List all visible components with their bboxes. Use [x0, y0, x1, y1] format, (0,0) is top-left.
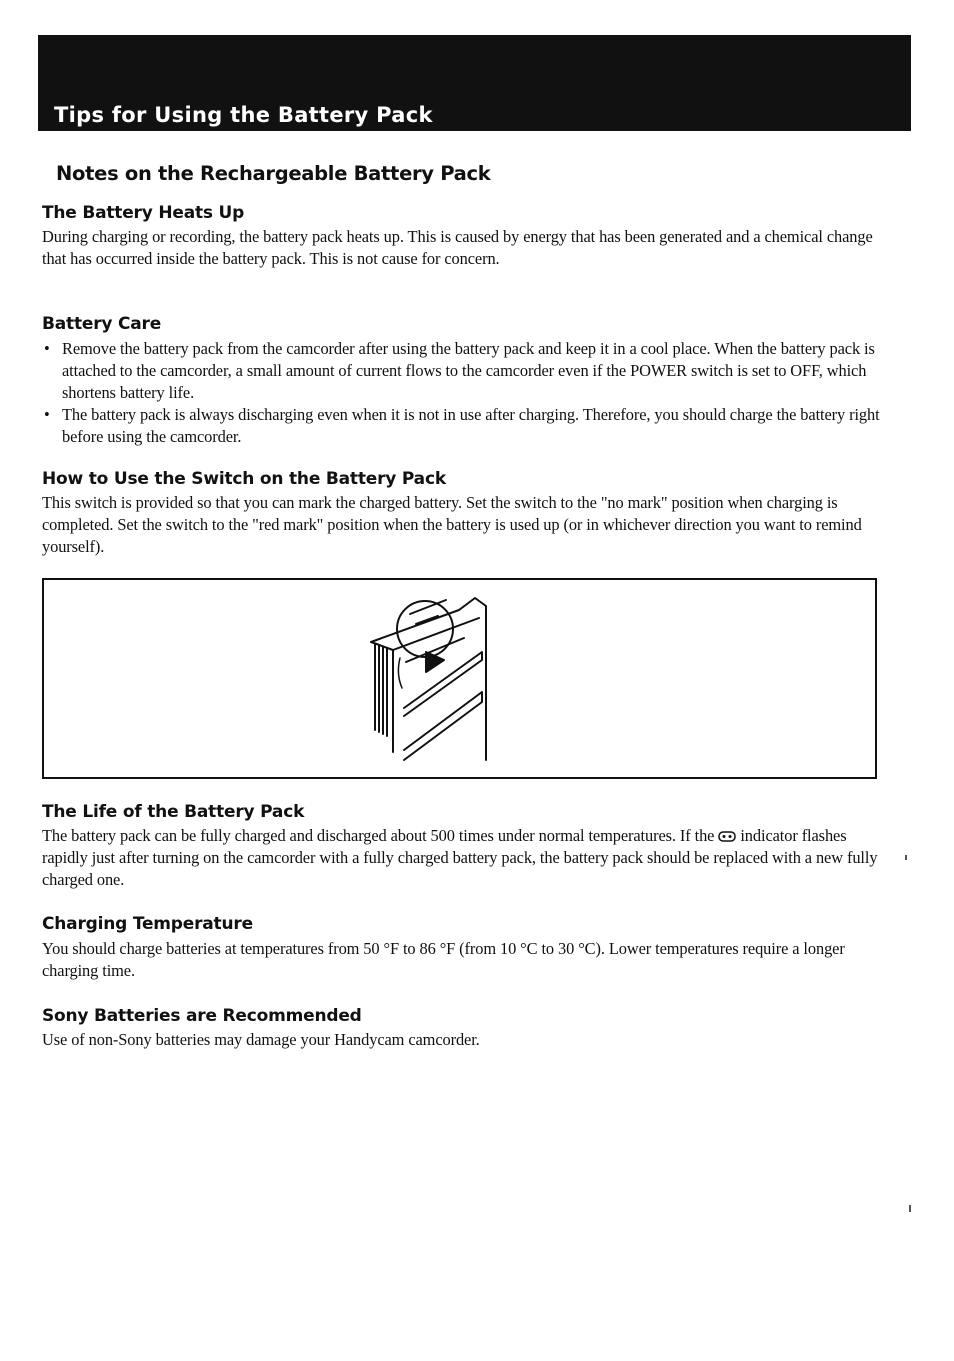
title-banner	[38, 35, 911, 131]
section-body-switch: This switch is provided so that you can mark the charged battery. Set the switch to the "no mark" position when charging is completed. Set the switch to the "red mark" position when the battery is used up (or in whichever direction you want to remind yourself).	[42, 493, 862, 556]
section-title-life: The Life of the Battery Pack	[42, 802, 305, 822]
bullet-text: The battery pack is always discharging even when it is not in use after charging. Therefore, you should charge the battery right before using the camcorder.	[62, 405, 880, 446]
bullet-icon: •	[44, 405, 50, 424]
section-body-temperature: You should charge batteries at temperatures from 50 °F to 86 °F (from 10 °C to 30 °C). Lower temperatures require a longer charging time.	[42, 939, 845, 980]
care-bullet-list	[42, 338, 890, 448]
section-body-life	[42, 825, 882, 891]
banner-title: Tips for Using the Battery Pack	[54, 103, 433, 127]
list-item	[42, 338, 890, 404]
scan-mark	[905, 855, 907, 860]
battery-switch-illustration	[42, 578, 877, 779]
scan-mark	[909, 1205, 911, 1212]
section-body-heats-up: During charging or recording, the battery pack heats up. This is caused by energy that has been generated and a chemical change that has occurred inside the battery pack. This is not cause for concern.	[42, 227, 873, 268]
page-heading: Notes on the Rechargeable Battery Pack	[56, 162, 491, 185]
section-title-temperature: Charging Temperature	[42, 914, 253, 934]
section-title-sony: Sony Batteries are Recommended	[42, 1006, 362, 1026]
section-title-heats-up: The Battery Heats Up	[42, 203, 245, 223]
cassette-icon	[718, 831, 736, 842]
bullet-text: Remove the battery pack from the camcorder after using the battery pack and keep it in a cool place. When the battery pack is attached to the camcorder, a small amount of current flows to the camcorder even if the POWER switch is set to OFF, which shortens battery life.	[62, 339, 875, 402]
section-title-care: Battery Care	[42, 314, 162, 334]
bullet-icon: •	[44, 339, 50, 358]
list-item	[42, 404, 890, 448]
life-text-start: The battery pack can be fully charged and discharged about 500 times under normal temperatures. If the	[42, 826, 719, 845]
life-text-end: indicator flashes rapidly just after turning on the camcorder with a fully charged battery pack, the battery pack should be replaced with a new fully charged one.	[42, 826, 878, 889]
section-body-sony: Use of non-Sony batteries may damage your Handycam camcorder.	[42, 1030, 480, 1049]
battery-pack-drawing	[44, 580, 879, 781]
section-title-switch: How to Use the Switch on the Battery Pack	[42, 469, 446, 489]
